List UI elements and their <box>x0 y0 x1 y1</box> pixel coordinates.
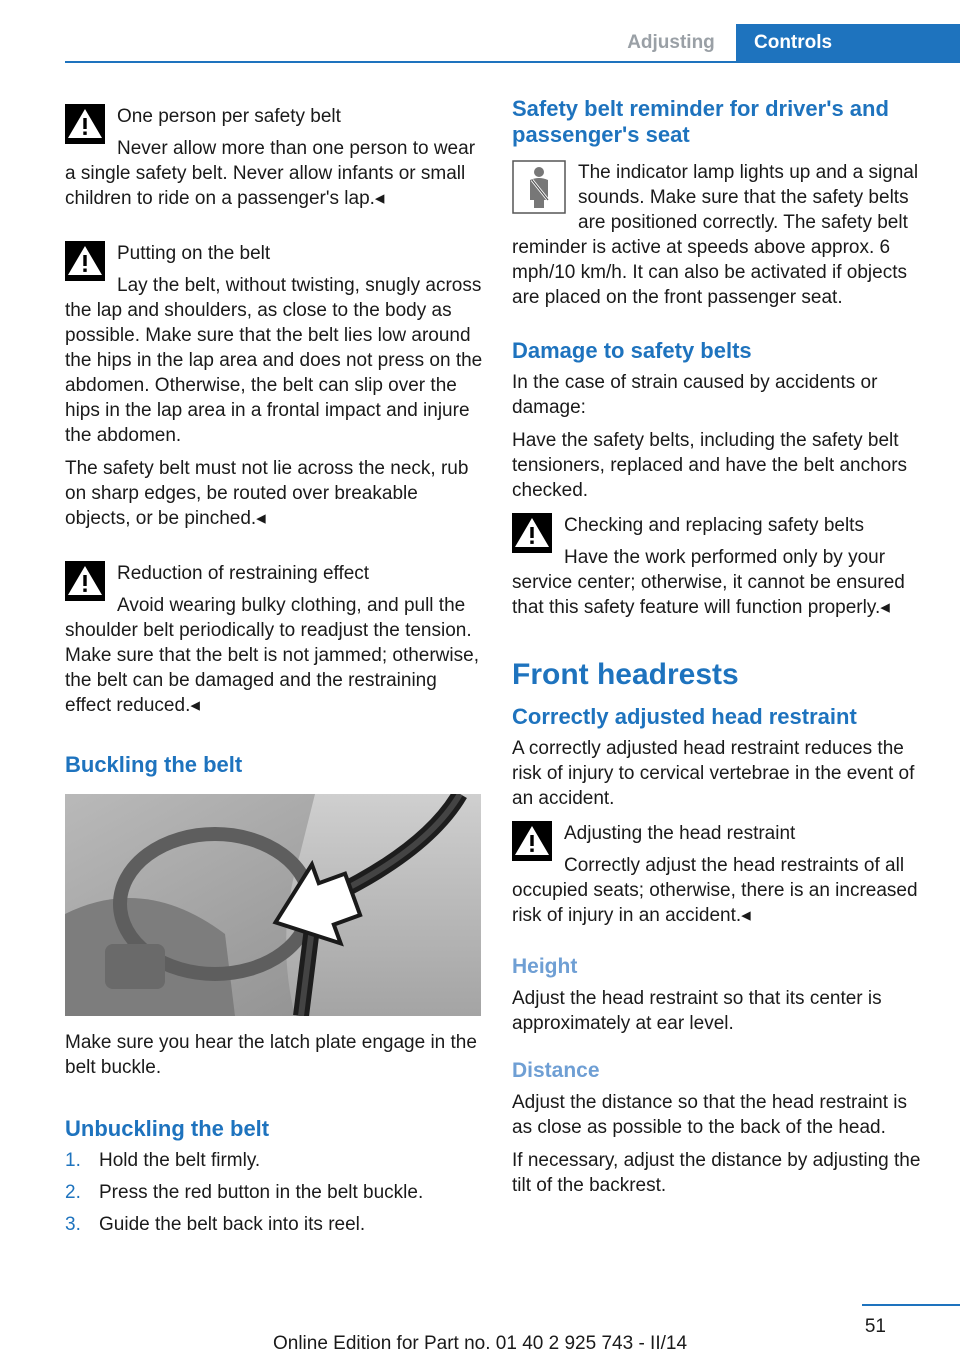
step-number: 3. <box>65 1214 81 1235</box>
buckling-caption: Make sure you hear the latch plate engage in the belt buckle. <box>65 1032 477 1078</box>
chapter-heading-headrests: Front headrests <box>512 658 739 691</box>
reminder-body: The indicator lamp lights up and a signal sounds. Make sure that the safety belts are positioned correctly. The safety belt reminder is active at speeds above approx. 6 mph/10 km/h. It can also be activated if objects are placed on the front passenger seat. <box>512 162 919 308</box>
step-text: Press the red button in the belt buckle. <box>99 1182 424 1203</box>
warning-body-continued: The safety belt must not lie across the neck, rub on sharp edges, be routed over breakable objects, or be pinched.◂ <box>65 458 469 529</box>
list-item <box>65 1148 483 1173</box>
section-heading-damage: Damage to safety belts <box>512 338 752 363</box>
section-heading-reminder: Safety belt reminder for driver's and passenger's seat <box>512 96 889 147</box>
warning-title: Adjusting the head restraint <box>564 823 796 844</box>
left-column <box>65 96 483 1244</box>
warning-icon <box>65 561 105 601</box>
page-number: 51 <box>864 1316 886 1337</box>
step-text: Guide the belt back into its reel. <box>99 1214 366 1235</box>
unbuckling-steps <box>65 1148 483 1237</box>
list-item <box>65 1180 483 1205</box>
seat-belt-photo <box>65 794 481 1016</box>
step-number: 1. <box>65 1150 81 1171</box>
right-column <box>512 96 930 1206</box>
warning-block <box>512 513 930 620</box>
header-rule <box>65 61 960 63</box>
warning-body: Have the work performed only by your service center; otherwise, it cannot be ensured that this safety feature will function properly.◂ <box>512 547 905 618</box>
section-heading-unbuckling: Unbuckling the belt <box>65 1116 270 1141</box>
step-text: Hold the belt firmly. <box>99 1150 261 1171</box>
header-chapter: Controls <box>736 24 960 62</box>
list-item <box>65 1212 483 1237</box>
warning-block <box>65 104 483 211</box>
height-paragraph: Adjust the head restraint so that its center is approximately at ear level. <box>512 988 882 1034</box>
footer-rule <box>862 1304 960 1306</box>
seat-belt-illustration <box>65 794 481 1016</box>
warning-body: Never allow more than one person to wear a single safety belt. Never allow infants or small children to ride on a passenger's lap.◂ <box>65 138 476 209</box>
footer-edition: Online Edition for Part no. 01 40 2 925 743 - II/14 <box>272 1333 688 1354</box>
warning-icon <box>65 241 105 281</box>
warning-icon <box>512 513 552 553</box>
warning-body: Avoid wearing bulky clothing, and pull the shoulder belt periodically to readjust the tension. Make sure that the belt is not jammed; otherwise, the belt can be damaged and the restraining effect reduced.◂ <box>65 595 479 716</box>
warning-block <box>65 561 483 718</box>
warning-title: Putting on the belt <box>117 243 271 264</box>
subheading-height: Height <box>512 955 578 978</box>
warning-block <box>65 241 483 531</box>
warning-block <box>512 821 930 928</box>
distance-paragraph: If necessary, adjust the distance by adjusting the tilt of the backrest. <box>512 1150 921 1196</box>
subheading-distance: Distance <box>512 1059 600 1082</box>
section-heading-buckling: Buckling the belt <box>65 752 243 777</box>
distance-paragraph: Adjust the distance so that the head restraint is as close as possible to the back of the head. <box>512 1092 908 1138</box>
headrest-paragraph: A correctly adjusted head restraint reduces the risk of injury to cervical vertebrae in the event of an accident. <box>512 738 915 809</box>
step-number: 2. <box>65 1182 81 1203</box>
warning-title: One person per safety belt <box>117 106 341 127</box>
warning-title: Checking and replacing safety belts <box>564 515 864 536</box>
header-section: Adjusting <box>627 32 715 53</box>
reminder-block <box>512 160 930 310</box>
damage-paragraph: Have the safety belts, including the safety belt tensioners, replaced and have the belt anchors checked. <box>512 430 908 501</box>
warning-icon <box>65 104 105 144</box>
warning-body: Lay the belt, without twisting, snugly across the lap and shoulders, as close to the body as possible. Make sure that the belt lies low around the hips in the lap area and does not press on the abdomen. Otherwise, the belt can slip over the hips in the lap area in a frontal impact and injure the abdomen. <box>65 275 483 446</box>
warning-body: Correctly adjust the head restraints of all occupied seats; otherwise, there is an increased risk of injury in an accident.◂ <box>512 855 918 926</box>
seatbelt-indicator-icon <box>512 160 566 214</box>
damage-paragraph: In the case of strain caused by accidents or damage: <box>512 372 878 418</box>
section-heading-head-restraint: Correctly adjusted head restraint <box>512 704 857 729</box>
warning-icon <box>512 821 552 861</box>
warning-title: Reduction of restraining effect <box>117 563 370 584</box>
